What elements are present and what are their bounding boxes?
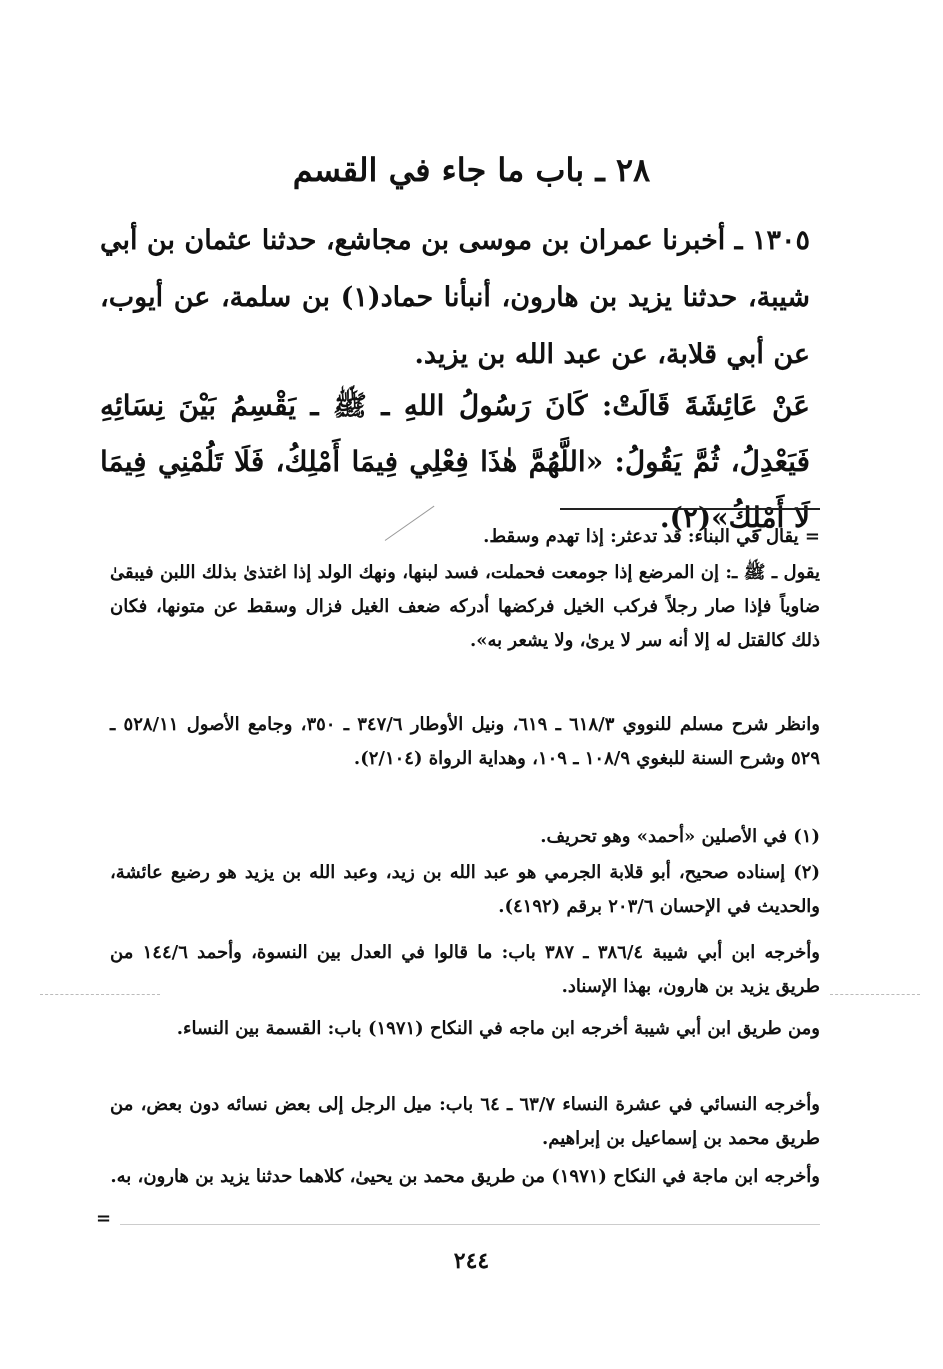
footnote-2-para-4: وأخرجه النسائي في عشرة النساء ٦٣/٧ ـ ٦٤ باب: ميل الرجل إلى بعض نسائه دون بعض، من طريق محمد بن إسماعيل بن إبراهيم. xyxy=(110,1094,820,1149)
continuation-mark: = xyxy=(96,1208,112,1229)
footnote-2: (٢) إسناده صحيح، أبو قلابة الجرمي هو عبد الله بن زيد، وعبد الله بن يزيد هو رضيع عائشة، والحديث في الإحسان ٢٠٣/٦ برقم (٤١٩٢). xyxy=(110,862,820,917)
scan-artifact xyxy=(40,994,160,995)
footnote-2-para-5: وأخرجه ابن ماجة في النكاح (١٩٧١) من طريق محمد بن يحيىٰ، كلاهما حدثنا يزيد بن هارون، به. xyxy=(110,1166,820,1187)
footnote-1: (١) في الأصلين «أحمد» وهو تحريف. xyxy=(540,826,820,847)
footnote-separator xyxy=(560,508,820,510)
footnote-continuation-1: = يقال في البناء: قد تدعثر: إذا تهدم وسقط. xyxy=(483,526,820,547)
footnote-continuation-3: وانظر شرح مسلم للنووي ٦١٨/٣ ـ ٦١٩، ونيل الأوطار ٣٤٧/٦ ـ ٣٥٠، وجامع الأصول ٥٢٨/١١ ـ ٥٢٩ وشرح السنة للبغوي ١٠٨/٩ ـ ١٠٩، وهداية الرواة (٢/١٠٤). xyxy=(110,714,820,769)
scan-artifact xyxy=(120,1224,820,1225)
footnote-2-para-3: ومن طريق ابن أبي شيبة أخرجه ابن ماجه في النكاح (١٩٧١) باب: القسمة بين النساء. xyxy=(176,1018,820,1039)
chapter-title: ٢٨ ـ باب ما جاء في القسم xyxy=(292,151,651,189)
hadith-chain: ١٣٠٥ ـ أخبرنا عمران بن موسى بن مجاشع، حدثنا عثمان بن أبي شيبة، حدثنا يزيد بن هارون، أنبأنا حماد(١) بن سلمة، عن أيوب، عن أبي قلابة، عن عبد الله بن يزيد. xyxy=(99,225,810,370)
footnote-continuation-2: يقول ـ ﷺ ـ: إن المرضع إذا جومعت فحملت، فسد لبنها، ونهك الولد إذا اغتذىٰ بذلك اللبن فيبقىٰ ضاوياً فإذا صار رجلاً فركب الخيل فركضها أدركه ضعف الغيل فزال وسقط عن متونها، فكان ذلك كالقتل له إلا أنه سر لا يرىٰ، ولا يشعر به». xyxy=(110,562,820,651)
footnote-2-para-2: وأخرجه ابن أبي شيبة ٣٨٦/٤ ـ ٣٨٧ باب: ما قالوا في العدل بين النسوة، وأحمد ١٤٤/٦ من طريق يزيد بن هارون، بهذا الإسناد. xyxy=(110,942,820,997)
scan-artifact xyxy=(830,994,920,995)
page-number: ٢٤٤ xyxy=(453,1248,490,1274)
hadith-text: عَنْ عَائِشَةَ قَالَتْ: كَانَ رَسُولُ اللهِ ـ ﷺ ـ يَقْسِمُ بَيْنَ نِسَائِهِ فَيَعْدِلُ، ثُمَّ يَقُولُ: «اللَّهُمَّ هٰذَا فِعْلِي فِيمَا أَمْلِكُ، فَلَا تَلُمْنِي فِيمَا لَا أَمْلِكُ»(٢). xyxy=(100,389,810,534)
